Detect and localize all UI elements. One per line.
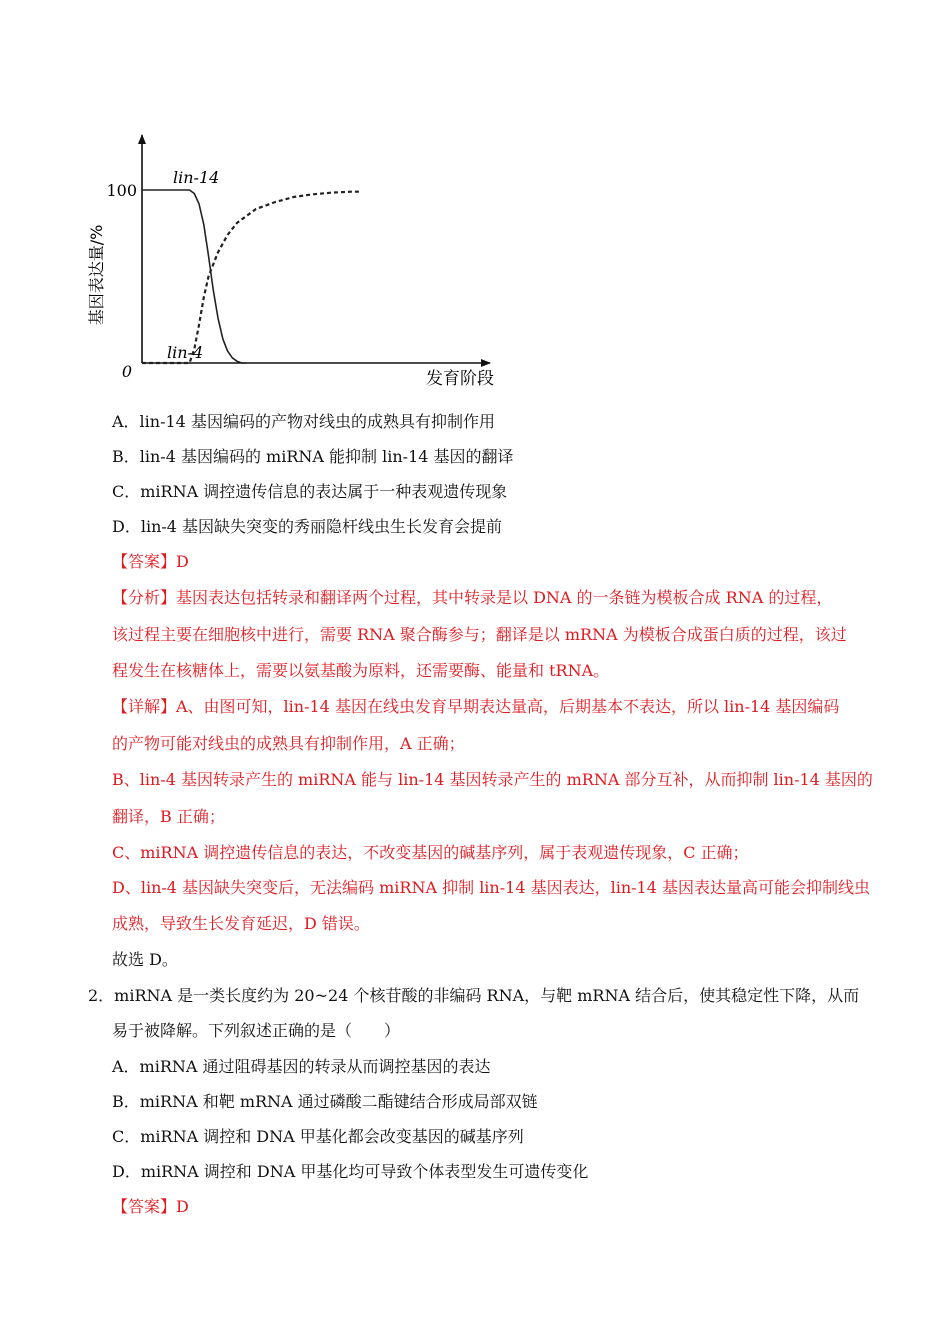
q1-option-b: B．lin-4 基因编码的 miRNA 能抑制 lin-14 基因的翻译	[112, 447, 514, 466]
q1-option-c: C．miRNA 调控遗传信息的表达属于一种表观遗传现象	[112, 482, 508, 501]
series-label-lin-4: lin-4	[167, 343, 204, 362]
x-axis-label: 发育阶段	[426, 369, 494, 389]
q1-detail-line-5: C、miRNA 调控遗传信息的表达，不改变基因的碱基序列，属于表观遗传现象，C 正确；	[112, 843, 749, 862]
y-axis-label: 基因表达量/%	[87, 224, 106, 326]
series-label-lin-14: lin-14	[173, 168, 220, 187]
y-tick-label: 100	[106, 181, 137, 200]
expression-chart	[80, 125, 520, 395]
q2-stem-line-1: 2．miRNA 是一类长度约为 20~24 个核苷酸的非编码 RNA，与靶 mRNA 结合后，使其稳定性下降，从而	[88, 986, 860, 1005]
series-line-lin-4	[142, 192, 361, 363]
q2-option-a: A．miRNA 通过阻碍基因的转录从而调控基因的表达	[112, 1057, 491, 1076]
q1-detail-line-3: B、lin-4 基因转录产生的 miRNA 能与 lin-14 基因转录产生的 mRNA 部分互补，从而抑制 lin-14 基因的	[112, 770, 873, 789]
q1-analysis-line-3: 程发生在核糖体上，需要以氨基酸为原料，还需要酶、能量和 tRNA。	[112, 661, 610, 680]
q2-option-d: D．miRNA 调控和 DNA 甲基化均可导致个体表型发生可遗传变化	[112, 1162, 589, 1181]
q1-detail-line-7: 成熟，导致生长发育延迟，D 错误。	[112, 914, 370, 933]
answer-tag: 【答案】	[112, 1197, 177, 1216]
q2-option-c: C．miRNA 调控和 DNA 甲基化都会改变基因的碱基序列	[112, 1127, 524, 1146]
q1-conclusion: 故选 D。	[112, 950, 178, 969]
x-axis-arrow	[481, 359, 491, 367]
q2-option-b: B．miRNA 和靶 mRNA 通过磷酸二酯键结合形成局部双链	[112, 1092, 538, 1111]
q1-detail-line-2: 的产物可能对线虫的成熟具有抑制作用，A 正确；	[112, 734, 465, 753]
q1-analysis-line-2: 该过程主要在细胞核中进行，需要 RNA 聚合酶参与；翻译是以 mRNA 为模板合成蛋白质的过程，该过	[112, 625, 847, 644]
q1-detail-line-1: 【详解】A、由图可知，lin-14 基因在线虫发育早期表达量高，后期基本不表达，所以 lin-14 基因编码	[112, 697, 840, 716]
q1-detail-line-6: D、lin-4 基因缺失突变后，无法编码 miRNA 抑制 lin-14 基因表达，lin-14 基因表达量高可能会抑制线虫	[112, 878, 870, 897]
series-line-lin-14	[142, 190, 247, 363]
q1-option-d: D．lin-4 基因缺失突变的秀丽隐杆线虫生长发育会提前	[112, 517, 503, 536]
answer-value: D	[176, 1197, 189, 1216]
answer-value: D	[176, 552, 189, 571]
q1-detail-line-4: 翻译，B 正确；	[112, 807, 225, 826]
q1-answer	[112, 552, 189, 572]
origin-label: 0	[121, 362, 132, 381]
q2-answer	[112, 1197, 189, 1217]
q2-stem-line-2: 易于被降解。下列叙述正确的是（ ）	[112, 1021, 401, 1040]
answer-tag: 【答案】	[112, 552, 177, 571]
q1-option-a: A．lin-14 基因编码的产物对线虫的成熟具有抑制作用	[112, 412, 495, 431]
q1-analysis-line-1: 【分析】基因表达包括转录和翻译两个过程，其中转录是以 DNA 的一条链为模板合成 RNA 的过程，	[112, 588, 833, 607]
y-axis-arrow	[138, 134, 146, 144]
